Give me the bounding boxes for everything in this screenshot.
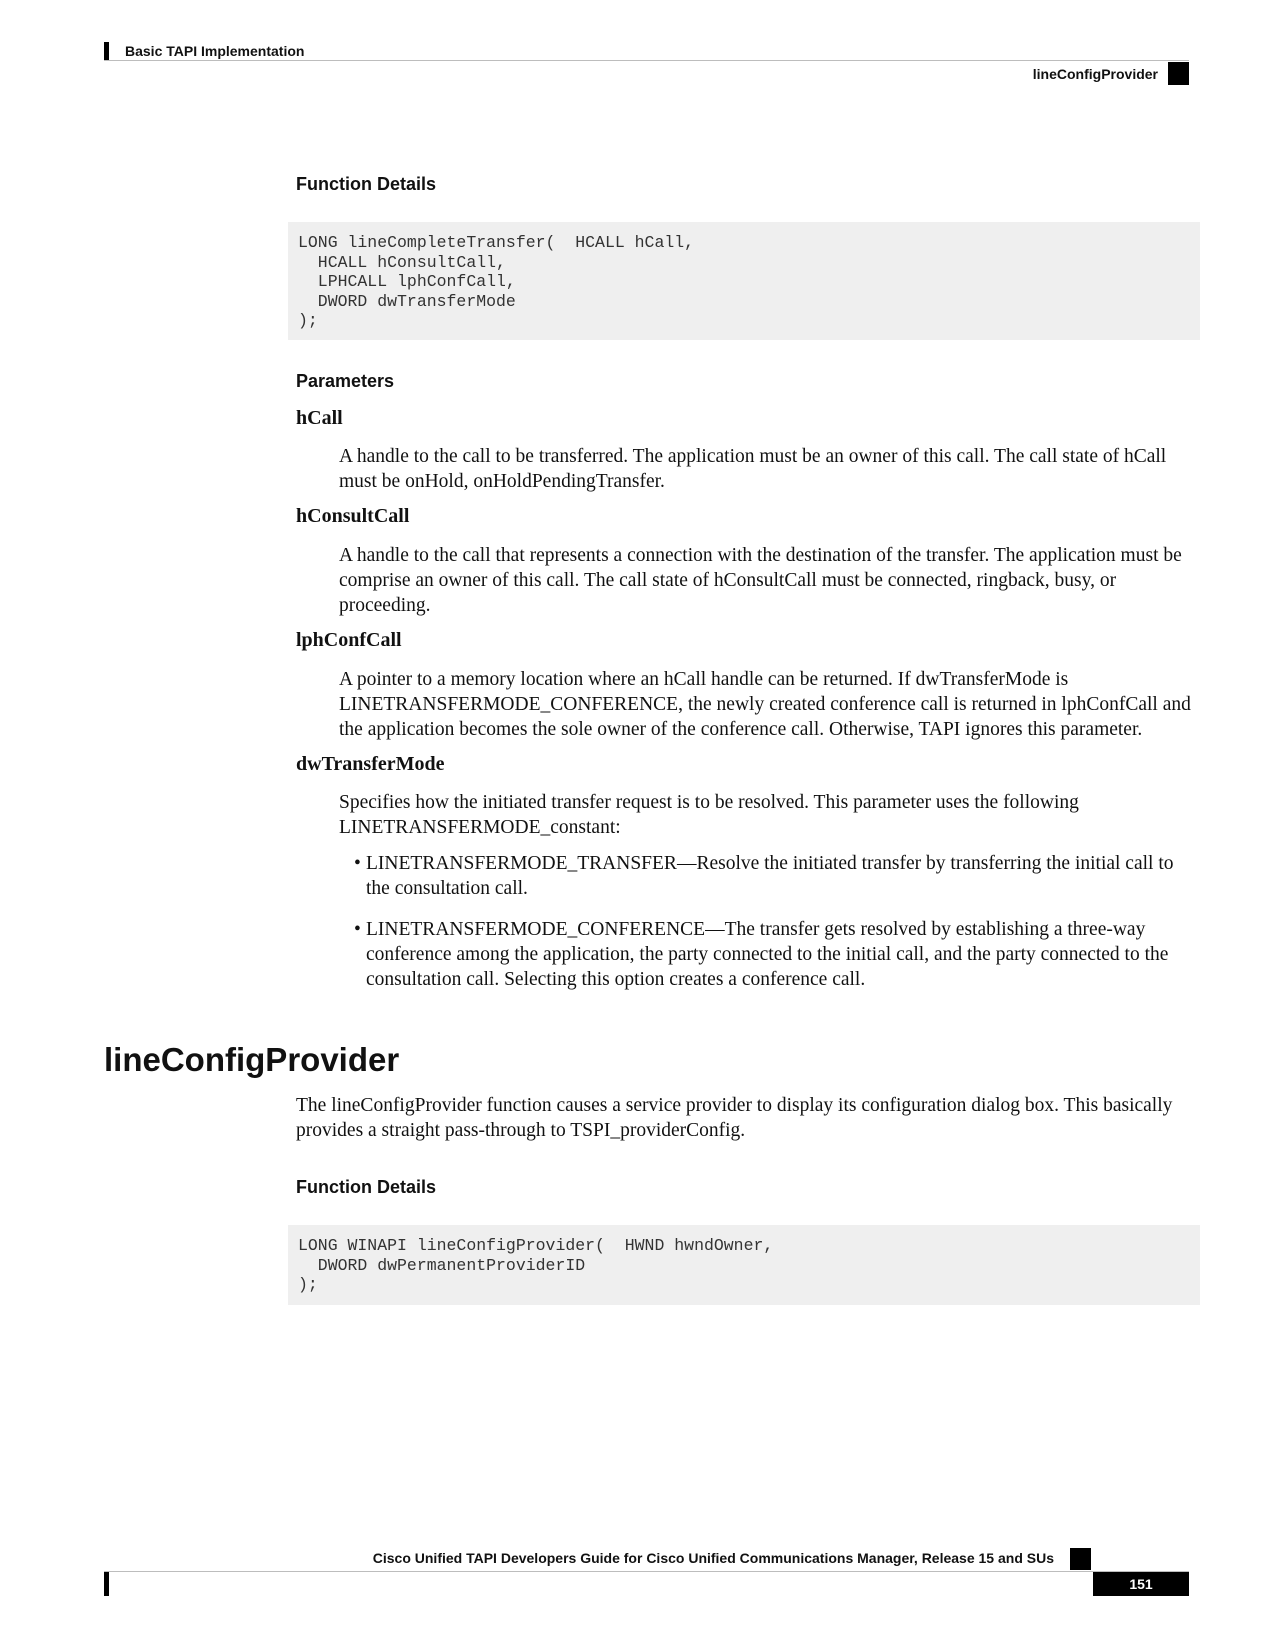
header-marker xyxy=(1168,62,1189,85)
list-item xyxy=(354,917,1200,992)
param-desc-hcall: A handle to the call to be transferred. The application must be an owner of this call. The call state of hCall must be onHold, onHoldPendingTransfer. xyxy=(339,446,1167,492)
param-name-lphconfcall: lphConfCall xyxy=(296,629,402,651)
function-details-heading: Function Details xyxy=(296,174,437,194)
section-heading: lineConfigProvider xyxy=(104,1041,400,1078)
bullet-icon: • xyxy=(354,853,361,874)
list-item xyxy=(354,851,1200,901)
param-desc-dwtransfermode: Specifies how the initiated transfer request is to be resolved. This parameter uses the following LINETRANSFERMODE_constant: xyxy=(339,792,1079,838)
parameters-heading: Parameters xyxy=(296,371,395,391)
section-intro: The lineConfigProvider function causes a service provider to display its configuration dialog box. This basically provides a straight pass-through to TSPI_providerConfig. xyxy=(296,1095,1173,1141)
param-name-dwtransfermode: dwTransferMode xyxy=(296,753,445,775)
list-item-text: LINETRANSFERMODE_TRANSFER—Resolve the initiated transfer by transferring the initial call to the consultation call. xyxy=(366,853,1174,899)
footer-rule xyxy=(104,1571,1189,1572)
footer-marker xyxy=(1070,1548,1091,1570)
footer-left-bar xyxy=(104,1572,109,1596)
bullet-icon: • xyxy=(354,919,361,940)
param-name-hconsultcall: hConsultCall xyxy=(296,505,410,527)
footer-title: Cisco Unified TAPI Developers Guide for Cisco Unified Communications Manager, Release 15 and SUs xyxy=(372,1550,1054,1566)
code-block-config-provider: LONG WINAPI lineConfigProvider( HWND hwndOwner, DWORD dwPermanentProviderID ); xyxy=(288,1225,1200,1305)
function-details-heading: Function Details xyxy=(296,1177,437,1197)
code-block-complete-transfer: LONG lineCompleteTransfer( HCALL hCall, HCALL hConsultCall, LPHCALL lphConfCall, DWORD dwTransferMode ); xyxy=(288,222,1200,340)
param-desc-lphconfcall: A pointer to a memory location where an hCall handle can be returned. If dwTransferMode is LINETRANSFERMODE_CONFERENCE, the newly created conference call is returned in lphConfCall and the application becomes the sole owner of the conference call. Otherwise, TAPI ignores this parameter. xyxy=(339,669,1191,740)
header-section-title: lineConfigProvider xyxy=(1032,66,1158,82)
param-desc-hconsultcall: A handle to the call that represents a connection with the destination of the transfer. The application must be comprise an owner of this call. The call state of hConsultCall must be connected, ringback, busy, or proceeding. xyxy=(339,545,1182,616)
header-left-bar xyxy=(104,42,109,60)
list-item-text: LINETRANSFERMODE_CONFERENCE—The transfer gets resolved by establishing a three-way conference among the application, the party connected to the initial call, and the party connected to the consultation call. Selecting this option creates a conference call. xyxy=(366,919,1169,990)
header-rule xyxy=(104,60,1189,61)
page-number: 151 xyxy=(1093,1572,1189,1596)
param-name-hcall: hCall xyxy=(296,407,343,429)
header-chapter-title: Basic TAPI Implementation xyxy=(125,43,305,59)
